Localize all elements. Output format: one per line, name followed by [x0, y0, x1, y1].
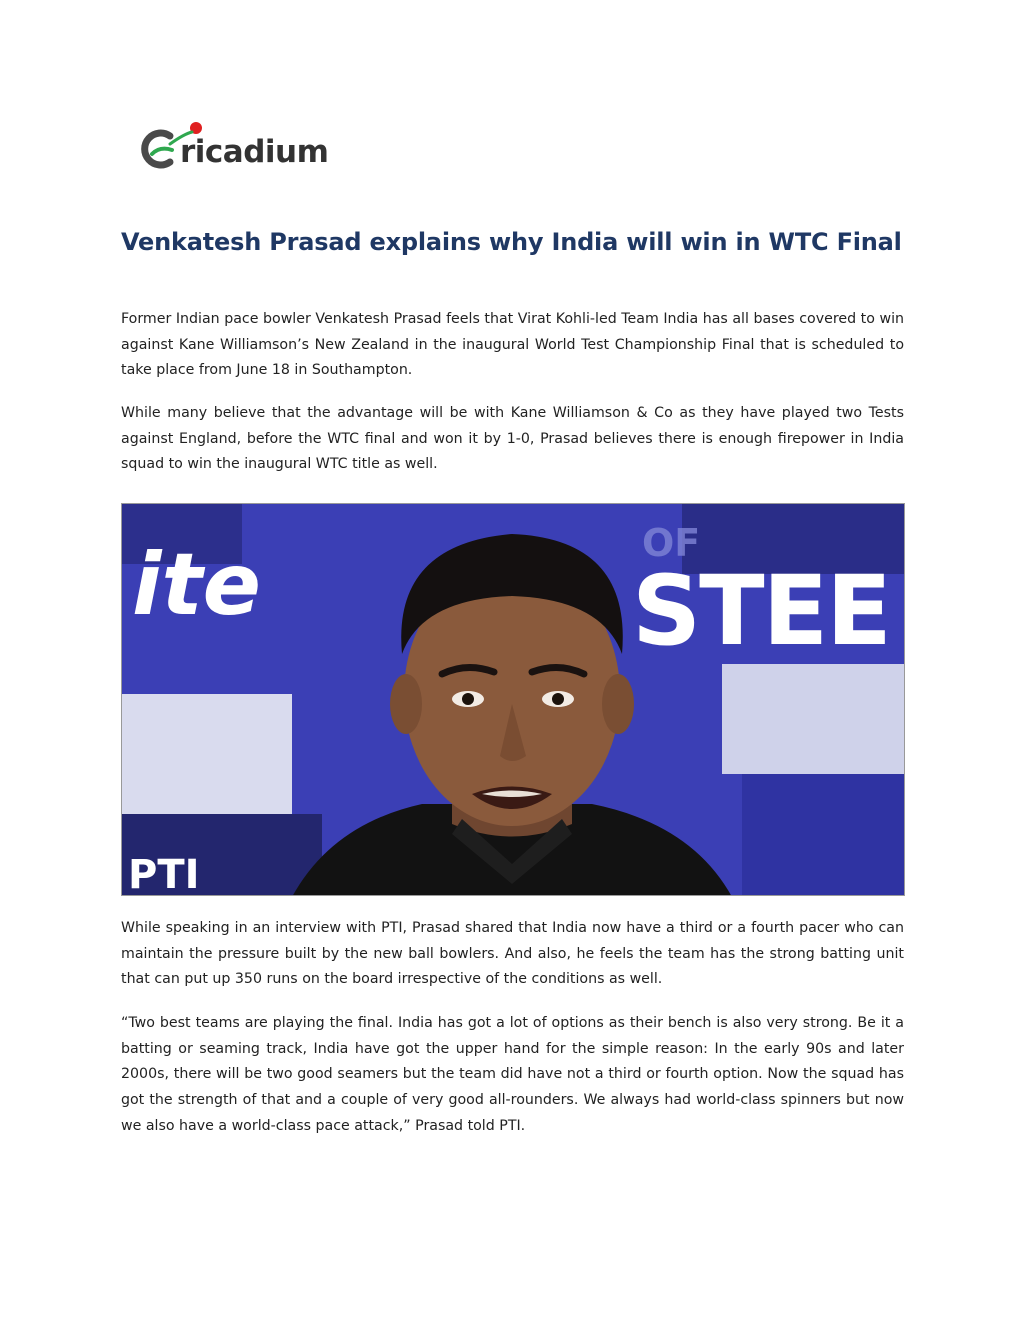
paragraph-4: “Two best teams are playing the final. India has got a lot of options as their bench is also very strong. Be it a batting or seaming track, India have got the upper hand for the simple reason: In the early 90s and later 2000s, there will be two good seamers but the team did have not a third or fourth option. Now the squad has got the strength of that and a couple of very good all-rounders. We always had world-class spinners but now we also have a world-class pace attack,” Prasad told PTI.	[121, 1015, 904, 1134]
article-title: Venkatesh Prasad explains why India will win in WTC Final	[121, 228, 902, 256]
svg-text:ricadium: ricadium	[180, 134, 329, 170]
backdrop-text-bottom: PTI	[128, 852, 200, 896]
cricadium-logo-mark	[140, 116, 340, 174]
portrait-photo-illustration	[122, 504, 905, 896]
paragraph-2: While many believe that the advantage will be with Kane Williamson & Co as they have played two Tests against England, before the WTC final and won it by 1-0, Prasad believes there is enough firepower in India squad to win the inaugural WTC title as well.	[121, 405, 904, 473]
backdrop-text-right: STEE	[632, 555, 890, 667]
backdrop-text-left: ite	[132, 535, 261, 635]
article-photo	[121, 503, 905, 896]
backdrop-text-top: OF	[642, 521, 701, 565]
paragraph-3: While speaking in an interview with PTI, Prasad shared that India now have a third or a fourth pacer who can maintain the pressure built by the new ball bowlers. And also, he feels the team has the strong batting unit that can put up 350 runs on the board irrespective of the conditions as well.	[121, 920, 904, 988]
cricadium-logo	[140, 116, 340, 174]
paragraph-1: Former Indian pace bowler Venkatesh Prasad feels that Virat Kohli-led Team India has all bases covered to win against Kane Williamson’s New Zealand in the inaugural World Test Championship Final that is scheduled to take place from June 18 in Southampton.	[121, 311, 904, 379]
